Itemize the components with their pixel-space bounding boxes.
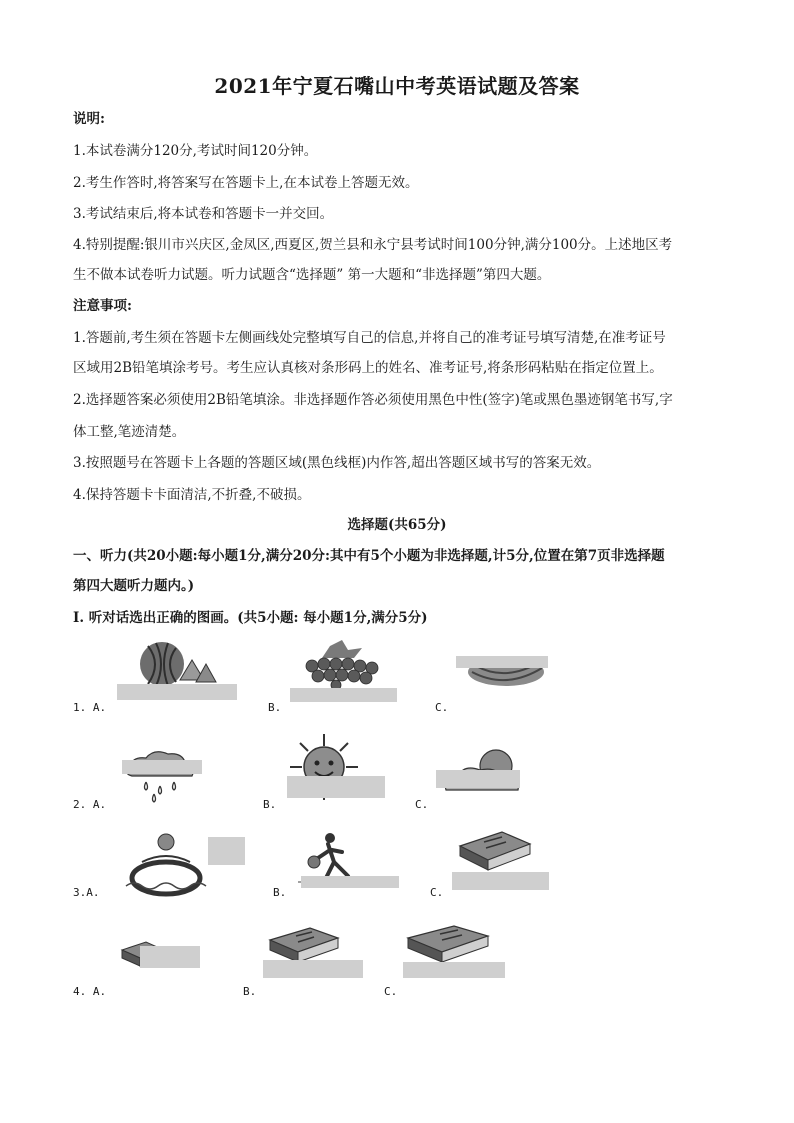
q3-option-a-label: 3.A.	[73, 886, 100, 899]
q3-option-b-label: B.	[273, 886, 287, 899]
q2-a-caption-mask	[122, 760, 202, 774]
note-line-2: 2.考生作答时,将答案写在答题卡上,在本试卷上答题无效。	[73, 175, 419, 191]
q1-a-caption-mask	[117, 684, 237, 700]
attention-line-2: 区域用2B铅笔填涂考号。考生应认真核对条形码上的姓名、准考证号,将条形码粘贴在指定位置上。	[73, 360, 663, 376]
q1-option-a-label: 1. A.	[73, 701, 107, 714]
part-one-line-1: 一、听力(共20小题:每小题1分,满分20分:其中有5个小题为非选择题,计5分,位置在第7页非选择题	[73, 548, 665, 564]
notes-heading: 说明:	[73, 111, 105, 127]
q2-b-caption-mask	[287, 776, 385, 798]
grapes-icon	[292, 640, 392, 692]
q4-option-a-label: 4. A.	[73, 985, 107, 998]
book-icon	[454, 828, 534, 876]
part-one-subtitle: I. 听对话选出正确的图画。(共5小题: 每小题1分,满分5分)	[73, 610, 428, 626]
note-line-1: 1.本试卷满分120分,考试时间120分钟。	[73, 143, 318, 159]
note-line-5: 生不做本试卷听力试题。听力试题含“选择题” 第一大题和“非选择题”第四大题。	[73, 267, 551, 283]
attention-line-6: 4.保持答题卡卡面清洁,不折叠,不破损。	[73, 487, 311, 503]
attention-line-3: 2.选择题答案必须使用2B铅笔填涂。非选择题作答必须使用黑色中性(签字)笔或黑色墨迹钢笔书写,字	[73, 392, 673, 408]
attention-line-5: 3.按照题号在答题卡上各题的答题区域(黑色线框)内作答,超出答题区域书写的答案无效。	[73, 455, 601, 471]
q4-option-c-label: C.	[384, 985, 398, 998]
q1-option-b-label: B.	[268, 701, 282, 714]
q3-a-caption-mask	[208, 837, 245, 865]
q3-b-caption-mask	[301, 876, 399, 888]
q3-option-c-label: C.	[430, 886, 444, 899]
q4-c-caption-mask	[403, 962, 505, 978]
q4-a-caption-mask	[140, 946, 200, 968]
q2-option-b-label: B.	[263, 798, 277, 811]
q2-option-c-label: C.	[415, 798, 429, 811]
watermelon-icon	[130, 640, 220, 690]
q1-b-caption-mask	[290, 688, 397, 702]
q1-option-c-label: C.	[435, 701, 449, 714]
section-title: 选择题(共65分)	[347, 517, 447, 533]
page-title: 2021年宁夏石嘴山中考英语试题及答案	[214, 74, 580, 98]
q1-c-caption-mask	[456, 656, 548, 668]
q3-c-caption-mask	[452, 872, 549, 890]
q4-option-b-label: B.	[243, 985, 257, 998]
attention-heading: 注意事项:	[73, 298, 132, 314]
rain-icon	[120, 746, 200, 806]
q2-option-a-label: 2. A.	[73, 798, 107, 811]
q2-c-caption-mask	[436, 770, 520, 788]
attention-line-1: 1.答题前,考生须在答题卡左侧画线处完整填写自己的信息,并将自己的准考证号填写清楚,在准考证号	[73, 330, 666, 346]
note-line-4: 4.特别提醒:银川市兴庆区,金凤区,西夏区,贺兰县和永宁县考试时间100分钟,满分100分。上述地区考	[73, 237, 673, 253]
swimming-icon	[120, 826, 210, 896]
attention-line-4: 体工整,笔迹清楚。	[73, 424, 186, 440]
part-one-line-2: 第四大题听力题内。)	[73, 578, 195, 594]
note-line-3: 3.考试结束后,将本试卷和答题卡一并交回。	[73, 206, 334, 222]
q4-b-caption-mask	[263, 960, 363, 978]
